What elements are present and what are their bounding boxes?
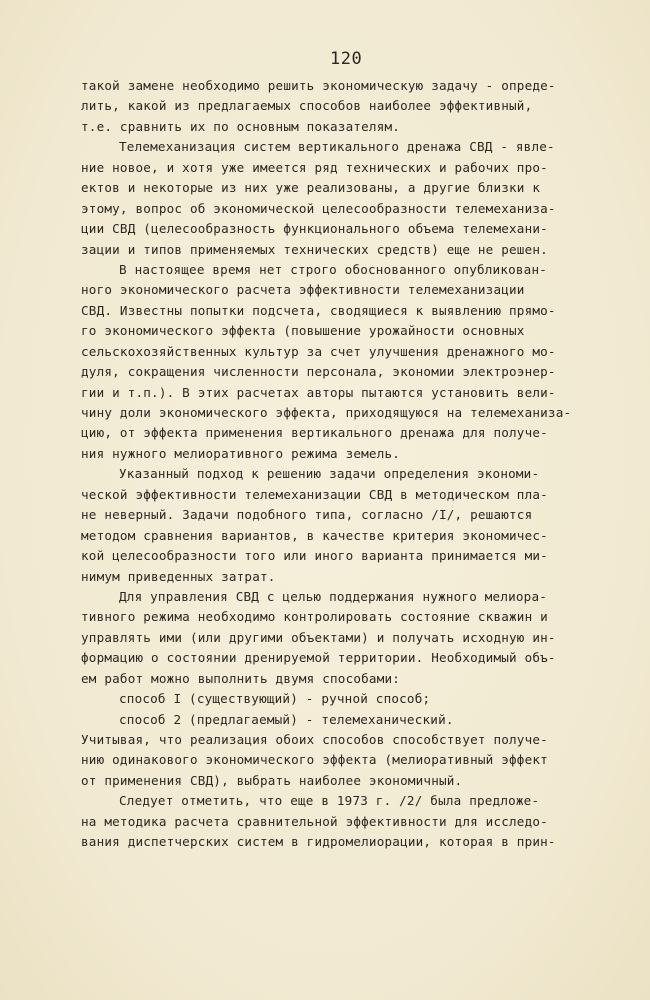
method-2-line: способ 2 (предлагаемый) - телемеханический. <box>119 711 454 727</box>
body-text <box>81 76 621 853</box>
text-line: ние новое, и хотя уже имеется ряд технических и рабочих про- <box>81 159 548 175</box>
text-line: от применения СВД), выбрать наиболее экономичный. <box>81 772 463 788</box>
text-line: ческой эффективности телемеханизации СВД в методическом пла- <box>81 486 548 502</box>
text-line: гии и т.п.). В этих расчетах авторы пытаются установить вели- <box>81 384 556 400</box>
text-line: ции СВД (целесообразность функционального объема телемехани- <box>81 221 548 237</box>
text-line: управлять ими (или другими объектами) и получать исходную ин- <box>81 629 556 645</box>
text-line: нию одинакового экономического эффекта (мелиоративный эффект <box>81 752 548 768</box>
text-line: го экономического эффекта (повышение урожайности основных <box>81 323 525 339</box>
text-line: цию, от эффекта применения вертикального дренажа для получе- <box>81 425 548 441</box>
text-line: сельскохозяйственных культур за счет улучшения дренажного мо- <box>81 343 556 359</box>
text-line: ния нужного мелиоративного режима земель. <box>81 445 401 461</box>
text-line: формацию о состоянии дренируемой территории. Необходимый объ- <box>81 650 556 666</box>
text-line: ем работ можно выполнить двумя способами: <box>81 670 401 686</box>
text-line: Учитывая, что реализация обоих способов способствует получе- <box>81 732 548 747</box>
paragraph-start-line: Указанный подход к решению задачи определения экономи- <box>119 466 540 482</box>
text-line: СВД. Известны попытки подсчета, сводящиеся к выявлению прямо- <box>81 302 556 318</box>
text-line: кой целесообразности того или иного варианта принимается ми- <box>81 548 548 564</box>
text-line: дуля, сокращения численности персонала, экономии электроэнер- <box>81 364 556 380</box>
text-line: т.е. сравнить их по основным показателям. <box>81 118 401 134</box>
method-1-line: способ I (существующий) - ручной способ; <box>119 691 431 707</box>
text-line: лить, какой из предлагаемых способов наиболее эффективный, <box>81 98 533 114</box>
paragraph-start-line: Для управления СВД с целью поддержания нужного мелиора- <box>119 588 548 604</box>
text-line: зации и типов применяемых технических средств) еще не решен. <box>81 241 548 257</box>
text-line: не неверный. Задачи подобного типа, согласно /I/, решаются <box>81 507 533 523</box>
text-line: нимум приведенных затрат. <box>81 568 276 584</box>
page-number: 120 <box>330 49 363 69</box>
text-line: на методика расчета сравнительной эффективности для исследо- <box>81 813 548 829</box>
text-line: ектов и некоторые из них уже реализованы, а другие близки к <box>81 180 541 196</box>
text-line: чину доли экономического эффекта, приходящуюся на телемеханиза- <box>81 405 572 420</box>
text-line: такой замене необходимо решить экономическую задачу - опреде- <box>81 78 556 93</box>
text-line: тивного режима необходимо контролировать состояние скважин и <box>81 609 548 625</box>
text-line: методом сравнения вариантов, в качестве критерия экономичес- <box>81 527 548 543</box>
text-line: ного экономического расчета эффективности телемеханизации <box>81 282 525 298</box>
paragraph-start-line: Телемеханизация систем вертикального дренажа СВД - явле- <box>119 139 555 155</box>
paragraph-start-line: В настоящее время нет строго обоснованного опубликован- <box>119 261 548 277</box>
paragraph-start-line: Следует отметить, что еще в 1973 г. /2/ была предложе- <box>119 793 540 809</box>
text-line: вания диспетчерских систем в гидромелиорации, которая в прин- <box>81 834 556 850</box>
text-line: этому, вопрос об экономической целесообразности телемеханиза- <box>81 200 556 216</box>
